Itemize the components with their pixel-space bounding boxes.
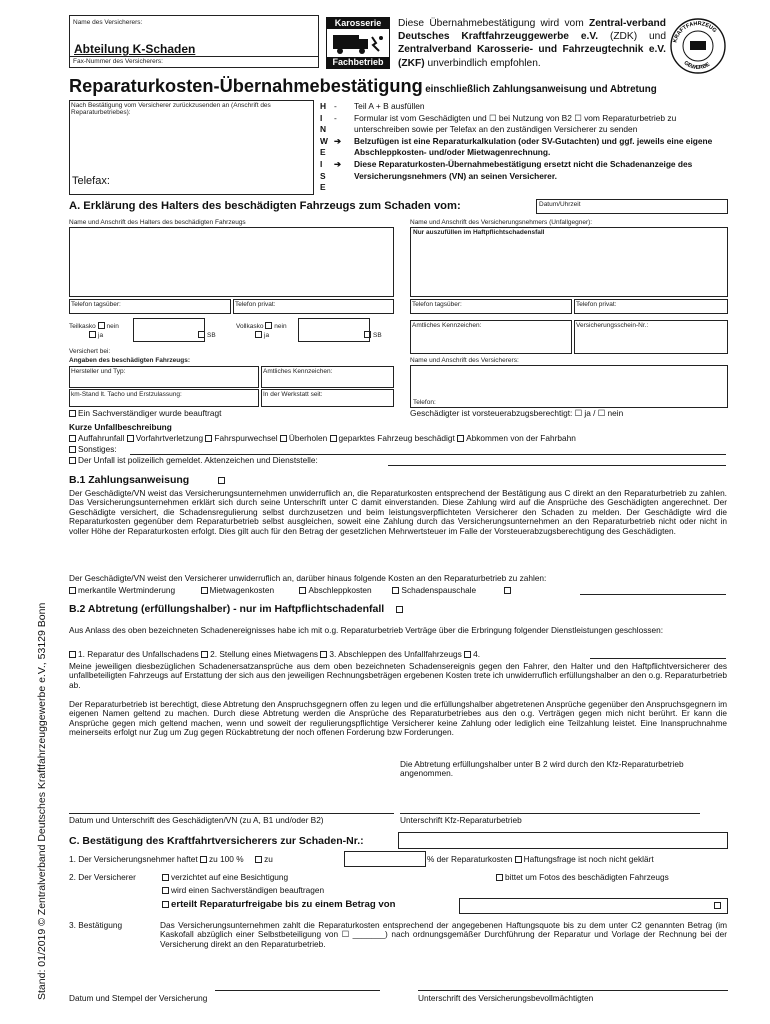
b2-sig-right-label: Unterschrift Kfz-Reparaturbetrieb <box>400 815 522 825</box>
cost-other-checkbox[interactable] <box>504 587 511 594</box>
liability-percent-field[interactable] <box>344 851 426 867</box>
b2-text3: Der Reparaturbetrieb ist berechtigt, diese Abtretung den Anspruchsgegnern offen zu legen und die erfüllungshalber abgetretenen Ansprüche gegenüber den Anspruchsgegnern im eigenen Namen geltend zu machen. Durch diese Abtretung werden die Ansprüche des Reparaturbetriebes aus den o.g. Verträgen gegen mich nicht berührt. Er kann die Ansprüche gegen mich geltend machen, wenn und soweit der regulierungspflichtige Versicherer keine Zahlung oder lediglich eine Teilzahlung leistet. Eine Inanspruchnahme meinerseits erfolgt nur Zug um Zug gegen Rückabtretung der noch offenen Forderung bzw Forderungen. <box>69 699 727 738</box>
hinweise-list: - Teil A + B ausfüllen - Formular ist vom Geschädigten und ☐ bei Nutzung von B2 ☐ vom Reparaturbetrieb zu unterschreiben sowie per Telefax an den zuständigen Versicherer zu senden ➔ Belzufügen ist eine Reparaturkalkulation (oder SV-Gutachten) und ggf. jeweils eine eigene Abschleppkosten- und/oder Mietwagenrechnung. ➔ Diese Reparaturkosten-Übernahmebestätigung ersetzt nicht die Schadenanzeige des Versicherungsnehmers (VN) an seinen Versicherer. <box>334 101 713 181</box>
service-option[interactable]: 2. Stellung eines Mietwagens <box>201 649 318 659</box>
vollkasko-sb-field[interactable] <box>298 318 370 342</box>
accident-options <box>69 434 576 443</box>
return-label: Nach Bestätigung vom Versicherer zurückzusenden an (Anschrift des Reparaturbetriebes): <box>71 102 271 116</box>
accident-option[interactable]: Auffahrunfall <box>69 433 124 443</box>
b2-services <box>69 650 480 659</box>
b2-sig-line-right[interactable] <box>400 813 700 814</box>
c2-no-inspection[interactable]: verzichtet auf eine Besichtigung <box>162 873 288 882</box>
policy-field[interactable]: Versicherungsschein-Nr.: <box>574 320 728 354</box>
vehicle-data-label: Angaben des beschädigten Fahrzeugs: <box>69 357 190 364</box>
liability-open-checkbox[interactable] <box>515 856 522 863</box>
cost-option[interactable]: merkantile Wertminderung <box>69 585 175 595</box>
b1-text2: Der Geschädigte/VN weist den Versicherer unwiderruflich an, darüber hinaus folgende Kosten an den Reparaturbetrieb zu zahlen: <box>69 573 547 583</box>
teilkasko-sb-field[interactable] <box>133 318 205 342</box>
side-copyright: Stand: 01/2019 © Zentralverband Deutsches Kraftfahrzeuggewerbe e.V., 53129 Bonn <box>36 602 48 1000</box>
c-line-1b: % der Reparaturkosten Haftungsfrage ist noch nicht geklärt <box>427 854 654 864</box>
insurer-header-box <box>69 15 319 68</box>
liability-100-checkbox[interactable] <box>200 856 207 863</box>
service-other-line[interactable] <box>590 658 726 659</box>
b1-costs <box>69 586 513 595</box>
c-sig-left-label: Datum und Stempel der Versicherung <box>69 993 208 1003</box>
liability-partial-checkbox[interactable] <box>255 856 262 863</box>
return-address-box[interactable] <box>69 100 314 195</box>
claim-number-field[interactable] <box>398 832 728 849</box>
service-option[interactable]: 3. Abschleppen des Unfallfahrzeugs <box>320 649 461 659</box>
police-checkbox[interactable]: Der Unfall ist polizeilich gemeldet. Aktenzeichen und Dienststelle: <box>69 456 318 465</box>
vehicle-plate-field[interactable]: Amtliches Kennzeichen: <box>261 366 394 388</box>
c2-expert[interactable]: wird einen Sachverständigen beauftragen <box>162 886 324 895</box>
vn-address-field[interactable]: Nur auszufüllen im Haftpflichtschadensfall <box>410 227 728 297</box>
teilkasko-sb: SB <box>198 331 216 339</box>
kfz-gewerbe-seal <box>668 17 728 75</box>
cost-option[interactable]: Mietwagenkosten <box>201 585 275 595</box>
accident-option[interactable]: Überholen <box>280 433 327 443</box>
c2-photos[interactable]: bittet um Fotos des beschädigten Fahrzeugs <box>496 873 669 882</box>
b1-text: Der Geschädigte/VN weist das Versicherungsunternehmen unwiderruflich an, die Reparaturkosten entsprechend der Bestätigung aus C direkt an den Reparaturbetrieb zu zahlen. Das Versicherungsunternehmen erklärt sich durch seine Unterschrift unter C damit einverstanden. Diese Zahlung wird auf die Ansprüche des Geschädigten angerechnet. Der Geschädigte versichert, die Schadensregulierung selbst durchzusetzen und beim leistungsverpflichteten Versicherer den Schaden zu melden. Der Geschädigte wird die Reparaturkosten gegenüber dem Reparaturbetrieb selbst ausgleichen, soweit eine Zahlung durch das Versicherungsunternehmen an den Reparaturbetrieb nicht oder nicht in voller Höhe der Reparaturkosten erfolgt. Dies gilt auch für den Betrag der gesetzlichen Mehrwertsteuer im Falle der Vorsteuerabzugsberechtigung des Geschädigten. <box>69 488 727 536</box>
km-field[interactable]: km-Stand lt. Tacho und Erstzulassung: <box>69 389 259 407</box>
karosserie-logo: Karosserie Fachbetrieb <box>326 17 390 69</box>
holder-phone-day[interactable]: Telefon tagsüber: <box>69 299 231 314</box>
telefax-label: Telefax: <box>72 175 110 187</box>
holder-label: Name und Anschrift des Halters des beschädigten Fahrzeugs <box>69 219 246 226</box>
intro-text: Diese Übernahmebestätigung wird vom Zentral-verband Deutsches Kraftfahrzeuggewerbe e.V. (ZDK) und Zentralverband Karosserie- und Fahrzeugtechnik e.V. (ZKF) unverbindlich empfohlen. <box>398 18 666 69</box>
section-a-title: A. Erklärung des Halters des beschädigten Fahrzeugs zum Schaden vom: <box>69 200 461 212</box>
cost-option[interactable]: Schadenspauschale <box>392 585 476 595</box>
workshop-since-field[interactable]: In der Werkstatt seit: <box>261 389 394 407</box>
holder-phone-private[interactable]: Telefon privat: <box>233 299 394 314</box>
b2-text2: Meine jeweiligen diesbezüglichen Schadenersatzansprüche aus dem oben bezeichneten Schadensereignis gegen den Fahrer, den Halter und den Haftpflichtversicherer des unfallbeteiligten Fahrzeugs auf Erstattung der sich aus den jeweiligen Rechnungsbeträgen ergebenen Kosten trete ich unwiderruflich erfüllungshalber an den o.g. Reparaturbetrieb ab. <box>69 661 727 690</box>
b2-text1: Aus Anlass des oben bezeichneten Schadenereignisses habe ich mit o.g. Reparaturbetrieb Verträge über die Erbringung folgender Dienstleistungen geschlossen: <box>69 625 664 635</box>
vollkasko-sb: SB <box>364 331 382 339</box>
holder-address-field[interactable] <box>69 227 394 297</box>
vollkasko-ja[interactable]: ja <box>255 331 269 339</box>
expert-checkbox[interactable]: Ein Sachverständiger wurde beauftragt <box>69 409 221 418</box>
release-amount-field[interactable] <box>459 898 728 914</box>
svg-text:KRAFTFAHRZEUG: KRAFTFAHRZEUG <box>672 20 718 44</box>
b1-checkbox[interactable] <box>218 477 225 484</box>
vn-label: Name und Anschrift des Versicherungsnehmers (Unfallgegner): <box>410 219 593 226</box>
c-sig-right-label: Unterschrift des Versicherungsbevollmächtigten <box>418 993 594 1003</box>
vn-phone-day[interactable]: Telefon tagsüber: <box>410 299 572 314</box>
insurer-address-field[interactable]: Telefon: <box>410 365 728 408</box>
c2-release[interactable]: erteilt Reparaturfreigabe bis zu einem Betrag von <box>162 899 395 910</box>
truck-icon <box>327 29 389 57</box>
insurer-name-label: Name des Versicherers: <box>73 19 143 26</box>
plate-field[interactable]: Amtliches Kennzeichen: <box>410 320 572 354</box>
police-line[interactable] <box>388 465 726 466</box>
cost-option[interactable]: Abschleppkosten <box>299 585 371 595</box>
accident-option[interactable]: Fahrspurwechsel <box>205 433 277 443</box>
c3-label: 3. Bestätigung <box>69 920 123 930</box>
accident-option[interactable]: Vorfahrtverletzung <box>127 433 203 443</box>
teilkasko-option[interactable]: Teilkasko nein <box>69 323 119 330</box>
c-sig-line-left[interactable] <box>215 990 380 991</box>
service-option[interactable]: 1. Reparatur des Unfallschadens <box>69 649 199 659</box>
b2-checkbox[interactable] <box>396 606 403 613</box>
vat-option[interactable]: Geschädigter ist vorsteuerabzugsberechtigt: ☐ ja / ☐ nein <box>410 408 624 418</box>
section-b1-title: B.1 Zahlungsanweisung <box>69 474 227 486</box>
vollkasko-option[interactable]: Vollkasko nein <box>236 323 287 330</box>
c-line-1: 1. Der Versicherungsnehmer haftet zu 100 % zu <box>69 854 273 864</box>
c3-text: Das Versicherungsunternehmen zahlt die Reparaturkosten entsprechend der angegebenen Haftungsquote bis zu dem unter C2 genannten Betrag (im Kaskofall abzüglich einer Selbstbeteiligung von ☐ _______) nach ordnungsgemäßer Durchführung der Reparatur und Vorlage der Rechnung bei der Versicherung direkt an den Reparaturbetrieb. <box>160 920 727 949</box>
form-title: Reparaturkosten-Übernahmebestätigung einschließlich Zahlungsanweisung und Abtretung <box>69 76 657 96</box>
b2-sig-left-label: Datum und Unterschrift des Geschädigten/VN (zu A, B1 und/oder B2) <box>69 815 324 825</box>
accident-title: Kurze Unfallbeschreibung <box>69 422 172 432</box>
b2-accept: Die Abtretung erfüllungshalber unter B 2 wird durch den Kfz-Reparaturbetrieb angenommen. <box>400 759 684 779</box>
svg-text:GEWERBE: GEWERBE <box>682 60 712 72</box>
c-sig-line-right[interactable] <box>418 990 728 991</box>
section-b2-title: B.2 Abtretung (erfüllungshalber) - nur im Haftpflichtschadenfall <box>69 603 405 615</box>
other-checkbox[interactable]: Sonstiges: <box>69 445 117 454</box>
section-c-title: C. Bestätigung des Kraftfahrtversicherers zur Schaden-Nr.: <box>69 835 364 847</box>
fax-label: Fax-Nummer des Versicherers: <box>73 58 163 65</box>
accident-option[interactable]: Abkommen von der Fahrbahn <box>457 433 576 443</box>
release-currency-checkbox[interactable] <box>714 902 721 909</box>
maker-field[interactable]: Hersteller und Typ: <box>69 366 259 388</box>
teilkasko-ja[interactable]: ja <box>89 331 103 339</box>
cost-other-line[interactable] <box>580 594 726 595</box>
insured-at-label: Versichert bei: <box>69 348 111 355</box>
service-option[interactable]: 4. <box>464 649 480 659</box>
b2-sig-line-left[interactable] <box>69 813 394 814</box>
datetime-field[interactable]: Datum/Uhrzeit <box>536 199 728 214</box>
insurer-address-label: Name und Anschrift des Versicherers: <box>410 357 519 364</box>
c2-label: 2. Der Versicherer <box>69 872 136 882</box>
hinweise-letters: H I N W E I S E <box>320 101 328 193</box>
vn-phone-private[interactable]: Telefon privat: <box>574 299 728 314</box>
accident-option[interactable]: geparktes Fahrzeug beschädigt <box>330 433 455 443</box>
insurer-department[interactable]: Abteilung K-Schaden <box>74 42 196 56</box>
